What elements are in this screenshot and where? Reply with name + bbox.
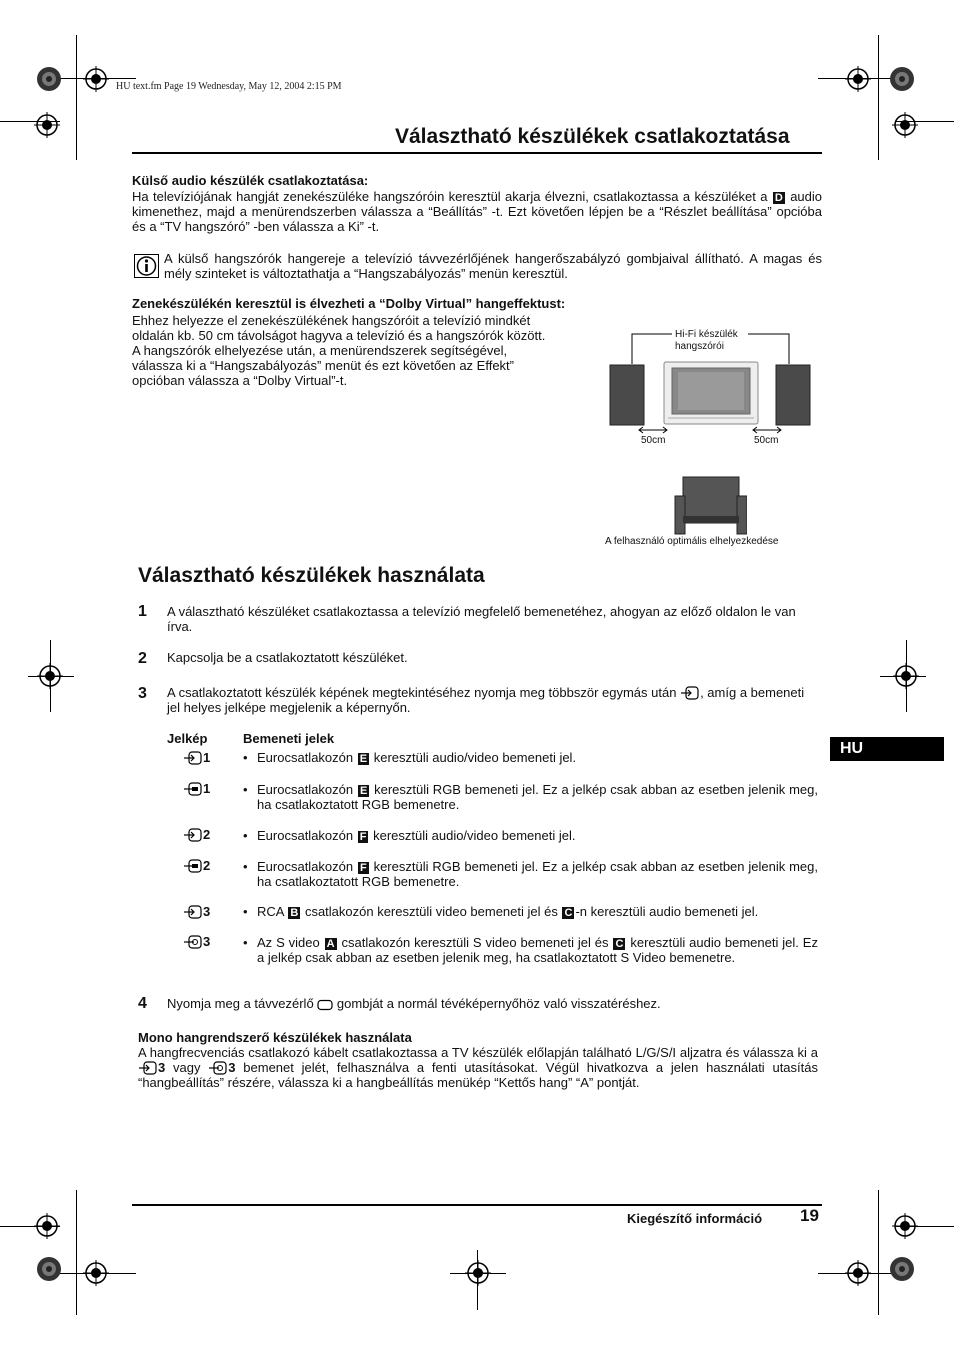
page-title: Választható készülékek csatlakoztatása	[395, 125, 790, 148]
language-tab: HU	[830, 737, 944, 761]
distance-label-left: 50cm	[641, 435, 666, 446]
table-row: 3	[183, 934, 210, 949]
table-cell: • RCA B csatlakozón keresztüli video bemeneti jel és C -n keresztüli audio bemeneti jel.	[257, 904, 822, 919]
registration-crosshair-icon	[892, 1213, 918, 1239]
step-text: Kapcsolja be a csatlakoztatott készüléket.	[167, 650, 408, 665]
input-svideo-icon	[183, 935, 203, 949]
armchair-illustration	[673, 476, 747, 536]
table-row: 1	[183, 781, 210, 796]
info-note: A külső hangszórók hangereje a televízió távvezérlőjének hangerőszabályzó gombjaival állítható. A magas és mély szinteket is változtathatja a “Hangszabályozás” menün keresztül.	[164, 251, 822, 281]
registration-crosshair-icon	[892, 112, 918, 138]
registration-rosette-icon	[36, 66, 62, 92]
registration-rosette-icon	[889, 1256, 915, 1282]
registration-rosette-icon	[889, 66, 915, 92]
table-cell: • Eurocsatlakozón F keresztüli RGB bemeneti jel. Ez a jelkép csak abban az esetben jelenik meg, ha csatlakoztatott RGB bemenetre.	[257, 859, 818, 889]
registration-crosshair-icon	[83, 66, 109, 92]
registration-crosshair-icon	[465, 1260, 491, 1286]
step-text: A csatlakoztatott készülék képének megtekintéséhez nyomja meg többször egymás után , amíg a bemeneti jel helyes jelképe megjelenik a képernyőn.	[167, 685, 805, 715]
input-av-icon	[183, 828, 203, 842]
registration-crosshair-icon	[37, 663, 63, 689]
subheading-mono: Mono hangrendszerő készülékek használata	[138, 1030, 412, 1045]
title-rule	[132, 152, 822, 154]
step-text: A választható készüléket csatlakoztassa a televízió megfelelő bemenetéhez, ahogyan az előző oldalon le van írva.	[167, 604, 796, 634]
user-position-caption: A felhasználó optimális elhelyezkedése	[605, 536, 779, 547]
registration-rosette-icon	[36, 1256, 62, 1282]
step-number: 2	[138, 650, 147, 667]
page-number: 19	[800, 1206, 819, 1225]
input-rgb-icon	[183, 782, 203, 796]
registration-crosshair-icon	[34, 1213, 60, 1239]
registration-crosshair-icon	[893, 663, 919, 689]
paragraph-mono: A hangfrecvenciás csatlakozó kábelt csatlakoztassa a TV készülék előlapján található L/G/S/I aljzatra és válassza ki a 3 vagy 3 bemenet jelét, felhasználva a fenti utasításokat. Végül hivatkozva a jelen használati utasítás “hangbeállítás” részére, válassza ki a hangbeállítás menükép “Kettős hang” “A” pontját.	[138, 1045, 818, 1090]
table-cell: • Eurocsatlakozón E keresztüli audio/video bemeneti jel.	[257, 750, 818, 765]
table-header-inputs: Bemeneti jelek	[243, 731, 335, 746]
table-cell: • Az S video A csatlakozón keresztüli S video bemeneti jel és C keresztüli audio bemeneti jel. Ez a jelkép csak abban az esetben jelenik meg, ha csatlakoztatott S Video bemenetre.	[257, 935, 818, 965]
distance-arrow-left	[638, 426, 668, 434]
registration-crosshair-icon	[83, 1260, 109, 1286]
table-header-symbol: Jelkép	[167, 731, 208, 746]
step-text: Nyomja meg a távvezérlő gombját a normál tévéképernyőhöz való visszatéréshez.	[167, 996, 661, 1011]
tv-and-speakers-illustration	[608, 330, 818, 430]
table-row: 2	[183, 858, 210, 873]
table-cell: • Eurocsatlakozón F keresztüli audio/video bemeneti jel.	[257, 828, 818, 843]
input-rgb-icon	[183, 859, 203, 873]
input-av-icon	[183, 905, 203, 919]
paragraph-dolby-virtual: Ehhez helyezze el zenekészülékének hangszóróit a televízió mindkét oldalán kb. 50 cm távolságot hagyva a televízió és a hangszórók között. A hangszórók elhelyezése után, a menürendszerek segítségével, válassza ki a “Hangszabályozás” menüt és ezt követően az Effekt” opcióban válassza a “Dolby Virtual”-t.	[132, 313, 546, 388]
hifi-label: Hi-Fi készülék hangszórói	[675, 329, 738, 352]
registration-crosshair-icon	[845, 1260, 871, 1286]
info-icon	[134, 254, 159, 278]
input-av-icon	[138, 1061, 158, 1075]
table-row: 3	[183, 904, 210, 919]
input-select-icon	[680, 686, 700, 700]
section-title-usage: Választható készülékek használata	[138, 564, 485, 587]
step-number: 3	[138, 685, 147, 702]
paragraph-external-audio: Ha televíziójának hangját zenekészüléke hangszóróin keresztül akarja élvezni, csatlakoztassa a készüléket a D audio kimenethez, majd a menürendszerben válassza a “Beállítás” -t. Ezt követően lépjen be a “Részlet beállítása” opcióba és a “TV hangszóró” -ben válassza a Ki” -t.	[132, 189, 822, 234]
table-cell: • Eurocsatlakozón E keresztüli RGB bemeneti jel. Ez a jelkép csak abban az esetben jelenik meg, ha csatlakoztatott RGB bemenetre.	[257, 782, 818, 812]
tv-button-icon	[317, 999, 333, 1011]
step-number: 4	[138, 995, 147, 1012]
registration-crosshair-icon	[34, 112, 60, 138]
step-number: 1	[138, 603, 147, 620]
file-info: HU text.fm Page 19 Wednesday, May 12, 2004 2:15 PM	[116, 81, 342, 92]
subheading-external-audio: Külső audio készülék csatlakoztatása:	[132, 173, 369, 188]
footer-section-label: Kiegészítő információ	[627, 1211, 763, 1226]
connector-letter-badge: D	[774, 192, 783, 204]
registration-crosshair-icon	[845, 66, 871, 92]
distance-label-right: 50cm	[754, 435, 779, 446]
table-row: 1	[183, 750, 210, 765]
footer-rule	[132, 1204, 822, 1206]
subheading-dolby-virtual: Zenekészülékén keresztül is élvezheti a “Dolby Virtual” hangeffektust:	[132, 296, 566, 311]
table-row: 2	[183, 827, 210, 842]
distance-arrow-right	[752, 426, 782, 434]
input-av-icon	[183, 751, 203, 765]
input-svideo-icon	[208, 1061, 228, 1075]
